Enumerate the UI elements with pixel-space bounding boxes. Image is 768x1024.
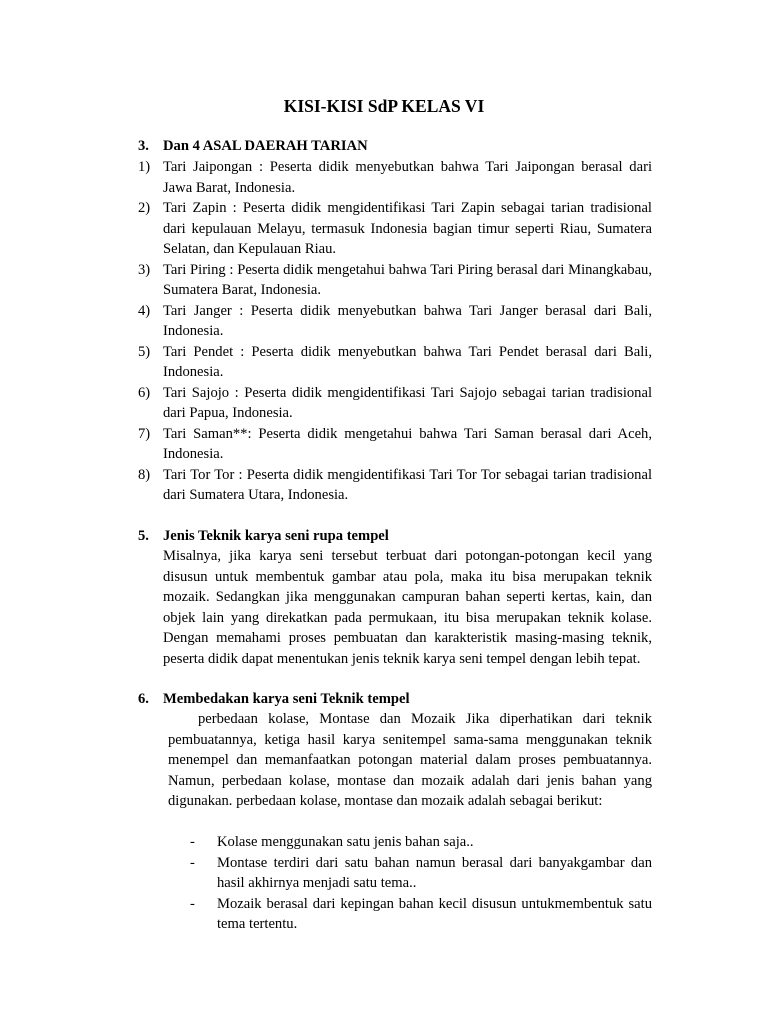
bullet-dash: - [190, 895, 195, 912]
section-3-heading [138, 136, 658, 157]
bullet-dash: - [190, 834, 195, 850]
section-6-bullet-list [190, 832, 652, 935]
list-item [138, 383, 652, 424]
bullet-text: Kolase menggunakan satu jenis bahan saja.. [217, 834, 474, 850]
list-item [190, 832, 652, 853]
list-item-text: Tari Pendet : Peserta didik menyebutkan bahwa Tari Pendet berasal dari Bali, Indonesia. [163, 343, 652, 380]
list-item-text: Tari Jaipongan : Peserta didik menyebutkan bahwa Tari Jaipongan berasal dari Jawa Barat, Indonesia. [163, 159, 652, 196]
section-5-heading [138, 526, 658, 547]
list-item-text: Tari Sajojo : Peserta didik mengidentifikasi Tari Sajojo sebagai tarian tradisional dari Papua, Indonesia. [163, 384, 652, 421]
section-5-heading-text: Jenis Teknik karya seni rupa tempel [163, 528, 389, 544]
section-3-list [138, 157, 652, 506]
list-item-number: 7) [138, 425, 151, 442]
list-item [138, 342, 652, 383]
list-item-number: 4) [138, 302, 151, 319]
list-item [190, 894, 652, 935]
list-item [138, 301, 652, 342]
bullet-dash: - [190, 854, 195, 871]
section-3-number: 3. [138, 138, 149, 154]
list-item [138, 198, 652, 260]
list-item-number: 3) [138, 261, 151, 278]
section-6-paragraph: perbedaan kolase, Montase dan Mozaik Jika diperhatikan dari teknik pembuatannya, ketiga hasil karya senitempel sama-sama menggunakan teknik menempel dan memanfaatkan potongan material dalam proses pembuatannya. Namun, perbedaan kolase, montase dan mozaik adalah dari jenis bahan yang digunakan. perbedaan kolase, montase dan mozaik adalah sebagai berikut: [168, 711, 652, 809]
list-item-number: 8) [138, 466, 151, 483]
list-item-number: 6) [138, 384, 151, 401]
list-item [138, 157, 652, 198]
section-5-paragraph: Misalnya, jika karya seni tersebut terbuat dari potongan-potongan kecil yang disusun untuk membentuk gambar atau pola, maka itu bisa merupakan teknik mozaik. Sedangkan jika menggunakan campuran bahan seperti kertas, kain, dan objek lain yang direkatkan pada permukaan, itu bisa merupakan teknik kolase. Dengan memahami proses pembuatan dan karakteristik masing-masing teknik, peserta didik dapat menentukan jenis teknik karya seni tempel dengan lebih tepat. [163, 548, 652, 667]
section-6-number: 6. [138, 691, 149, 707]
list-item-number: 1) [138, 159, 151, 175]
list-item [138, 260, 652, 301]
section-3-heading-text: Dan 4 ASAL DAERAH TARIAN [163, 138, 368, 154]
section-6-heading-text: Membedakan karya seni Teknik tempel [163, 691, 410, 707]
list-item-text: Tari Janger : Peserta didik menyebutkan bahwa Tari Janger berasal dari Bali, Indonesia. [163, 302, 652, 339]
section-5-number: 5. [138, 528, 149, 544]
list-item-number: 5) [138, 343, 151, 360]
bullet-text: Montase terdiri dari satu bahan namun berasal dari banyakgambar dan hasil akhirnya menjadi satu tema.. [217, 854, 652, 891]
bullet-text: Mozaik berasal dari kepingan bahan kecil disusun untukmembentuk satu tema tertentu. [217, 895, 652, 932]
list-item [190, 853, 652, 894]
document-title: KISI-KISI SdP KELAS VI [283, 96, 485, 116]
list-item-text: Tari Saman**: Peserta didik mengetahui bahwa Tari Saman berasal dari Aceh, Indonesia. [163, 425, 652, 462]
list-item [138, 424, 652, 465]
list-item-text: Tari Tor Tor : Peserta didik mengidentifikasi Tari Tor Tor sebagai tarian tradisional dari Sumatera Utara, Indonesia. [163, 466, 652, 503]
list-item [138, 465, 652, 506]
section-6-heading [138, 689, 658, 710]
list-item-text: Tari Zapin : Peserta didik mengidentifikasi Tari Zapin sebagai tarian tradisional dari kepulauan Melayu, termasuk Indonesia bagian timur seperti Riau, Sumatera Selatan, dan Kepulauan Riau. [163, 200, 652, 257]
list-item-number: 2) [138, 200, 151, 216]
list-item-text: Tari Piring : Peserta didik mengetahui bahwa Tari Piring berasal dari Minangkabau, Sumatera Barat, Indonesia. [163, 261, 652, 298]
